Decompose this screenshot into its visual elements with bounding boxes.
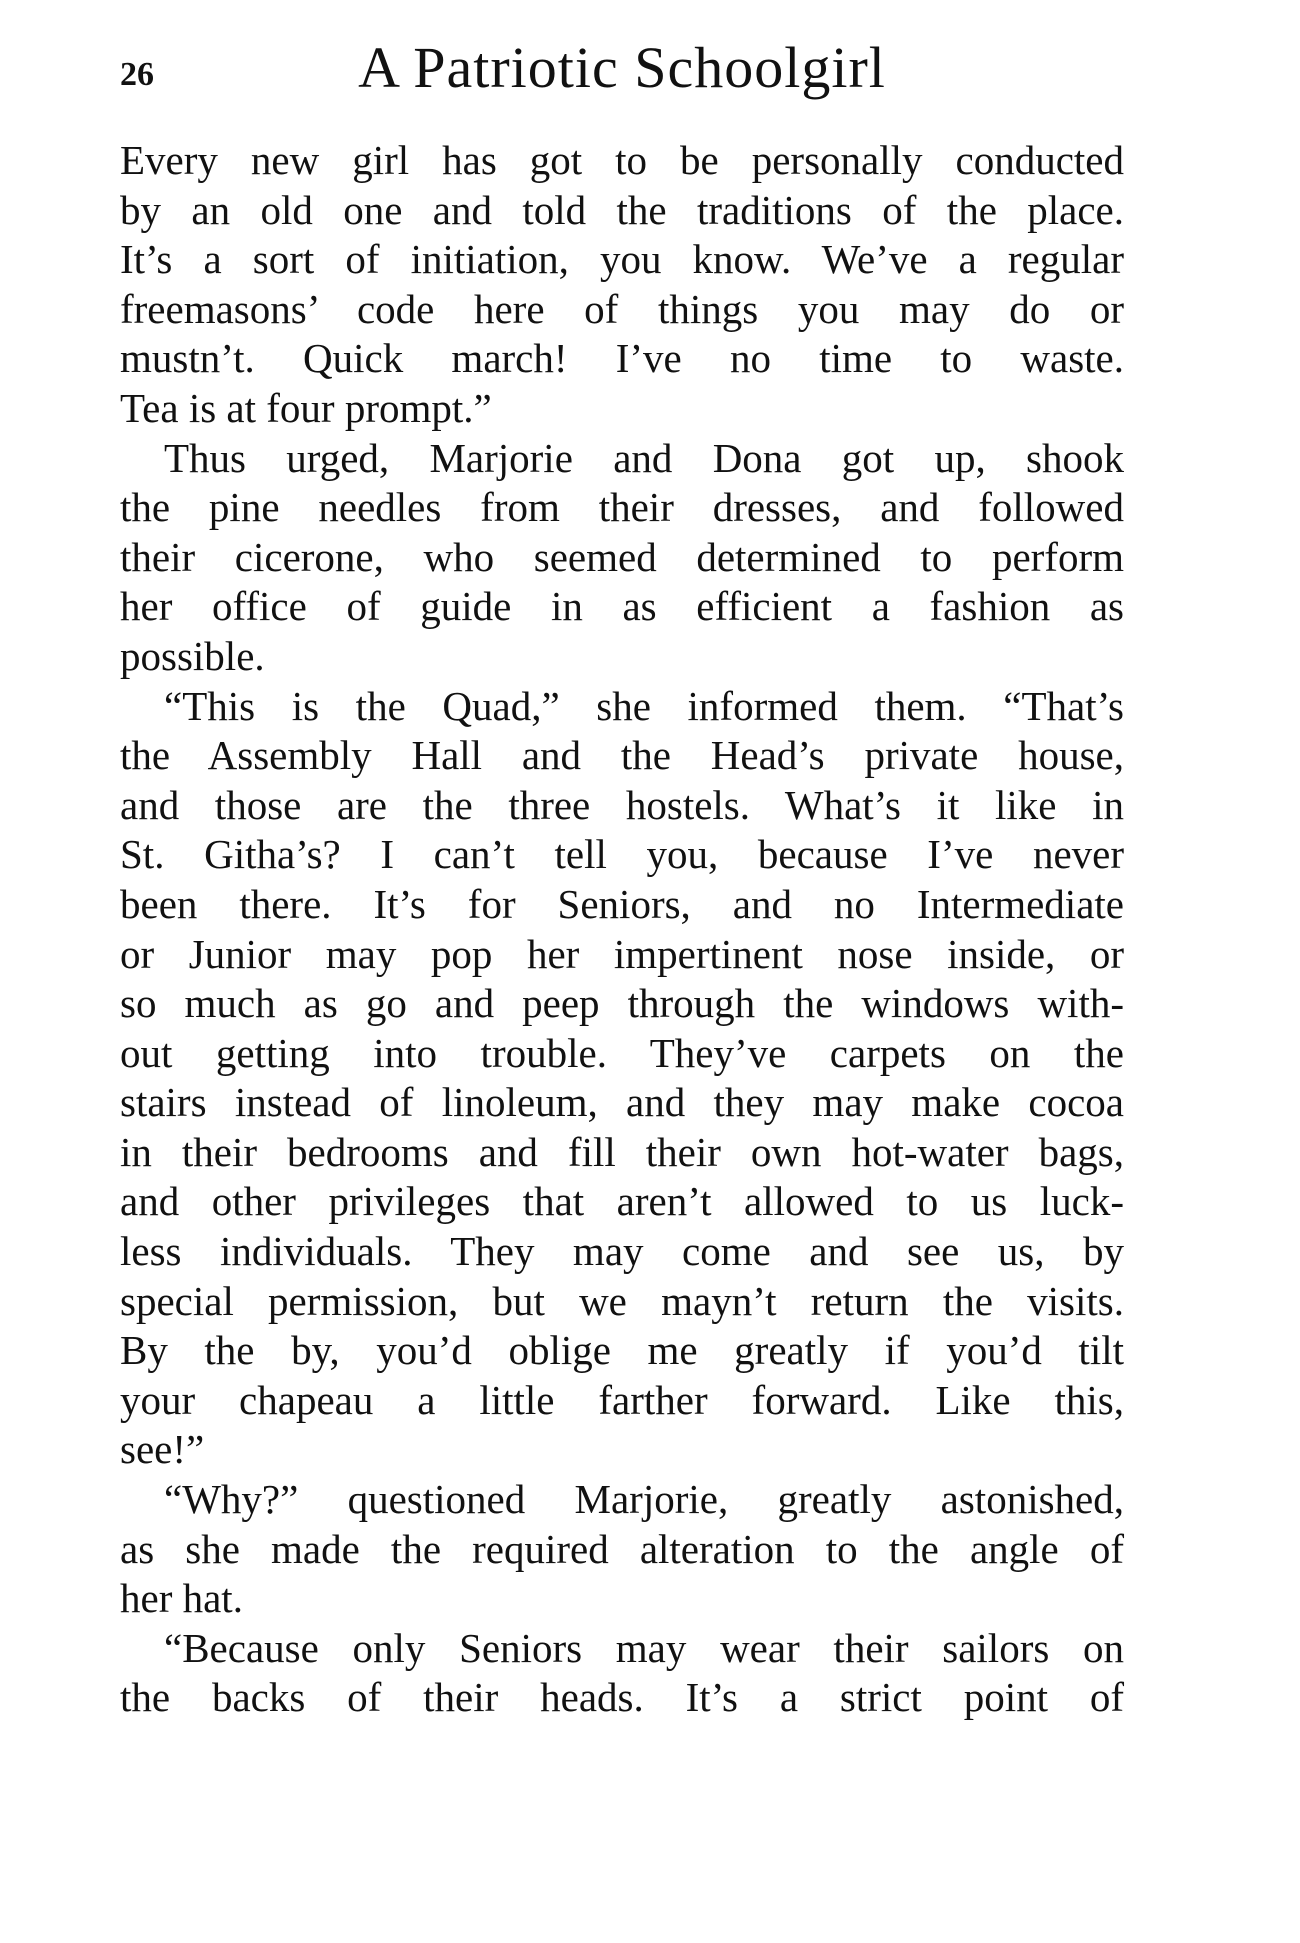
text-line: her office of guide in as efficient a fashion as xyxy=(120,583,1124,630)
text-line: special permission, but we mayn’t return the visits. xyxy=(120,1277,1124,1324)
text-line: the backs of their heads. It’s a strict point of xyxy=(120,1674,1124,1721)
text-line: see!” xyxy=(120,1426,205,1473)
text-line: their cicerone, who seemed determined to perform xyxy=(120,533,1124,580)
running-header xyxy=(120,34,1124,104)
text-line: stairs instead of linoleum, and they may make cocoa xyxy=(120,1079,1124,1126)
text-line: Every new girl has got to be personally conducted xyxy=(120,137,1124,183)
text-line: and other privileges that aren’t allowed to us luck- xyxy=(120,1178,1124,1225)
text-line: By the by, you’d oblige me greatly if you’d tilt xyxy=(120,1327,1124,1374)
text-line: St. Githa’s? I can’t tell you, because I’ve never xyxy=(120,831,1124,878)
text-line: out getting into trouble. They’ve carpets on the xyxy=(120,1029,1124,1076)
text-line: in their bedrooms and fill their own hot-water bags, xyxy=(120,1128,1124,1175)
text-line: her hat. xyxy=(120,1575,243,1622)
text-line: so much as go and peep through the windows with- xyxy=(120,980,1124,1027)
text-line: and those are the three hostels. What’s it like in xyxy=(120,781,1124,828)
text-line: It’s a sort of initiation, you know. We’ve a regular xyxy=(120,236,1124,283)
text-line: Thus urged, Marjorie and Dona got up, shook xyxy=(164,434,1124,481)
text-line: possible. xyxy=(120,632,265,679)
text-line: less individuals. They may come and see us, by xyxy=(120,1228,1124,1275)
text-line: mustn’t. Quick march! I’ve no time to waste. xyxy=(120,335,1124,382)
text-line: “Because only Seniors may wear their sailors on xyxy=(164,1624,1124,1671)
text-line: as she made the required alteration to the angle of xyxy=(120,1525,1124,1572)
body-text xyxy=(120,136,1124,1723)
text-line: by an old one and told the traditions of the place. xyxy=(120,186,1124,233)
text-line: the Assembly Hall and the Head’s private house, xyxy=(120,732,1124,779)
text-line: or Junior may pop her impertinent nose inside, or xyxy=(120,930,1124,977)
text-line: Tea is at four prompt.” xyxy=(120,384,492,431)
text-line: freemasons’ code here of things you may do or xyxy=(120,285,1124,332)
text-line: your chapeau a little farther forward. Like this, xyxy=(120,1376,1124,1423)
running-title: A Patriotic Schoolgirl xyxy=(358,35,886,100)
page-number: 26 xyxy=(120,56,154,93)
text-line: the pine needles from their dresses, and followed xyxy=(120,484,1124,531)
text-line: “Why?” questioned Marjorie, greatly astonished, xyxy=(164,1476,1124,1523)
text-line: been there. It’s for Seniors, and no Intermediate xyxy=(120,880,1124,927)
text-line: “This is the Quad,” she informed them. “That’s xyxy=(164,682,1124,729)
